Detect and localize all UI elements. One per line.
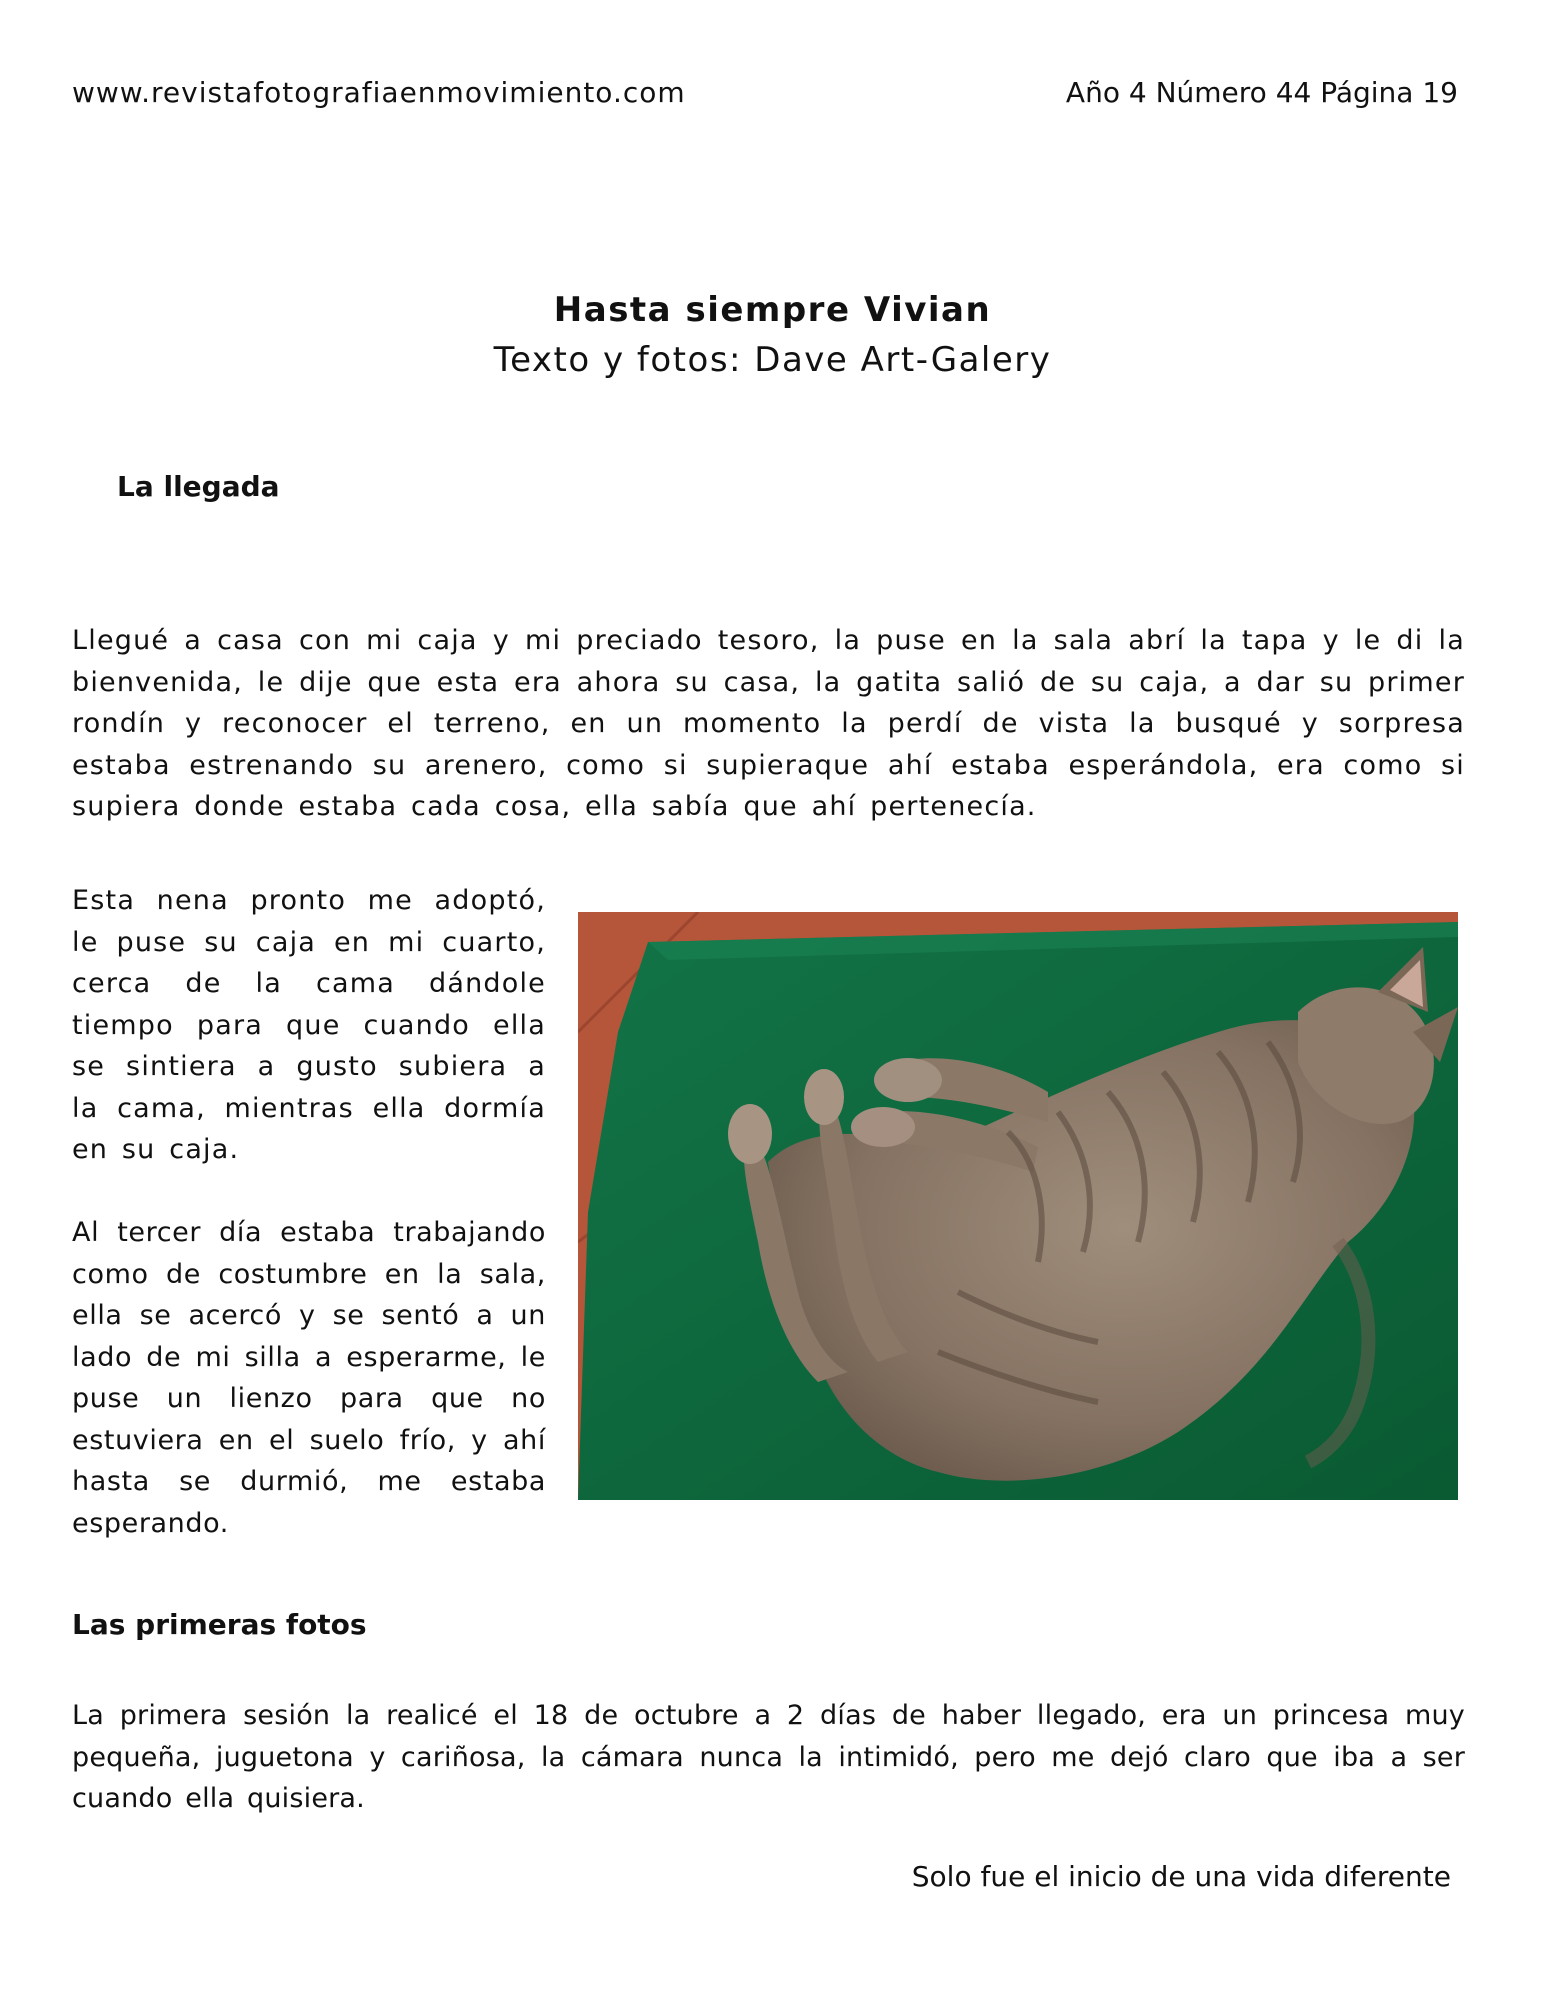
paragraph-adoption: Esta nena pronto me adoptó, le puse su caja en mi cuarto, cerca de la cama dándole tiempo para que cuando ella se sintiera a gusto subiera a la cama, mientras ella dormía en su caja.: [72, 885, 546, 1165]
closing-line: Solo fue el inicio de una vida diferente: [911, 1860, 1451, 1893]
issue-page-info: Año 4 Número 44 Página 19: [1065, 76, 1458, 109]
cat-photo: [578, 912, 1458, 1500]
article-title: Hasta siempre Vivian: [553, 290, 992, 330]
paragraph-first-session: La primera sesión la realicé el 18 de octubre a 2 días de haber llegado, era un princesa muy pequeña, juguetona y cariñosa, la cámara nunca la intimidó, pero me dejó claro que iba a ser cuando ella quisiera.: [72, 1700, 1465, 1814]
article-byline: Texto y fotos: Dave Art-Galery: [493, 340, 1052, 380]
website-url: www.revistafotografiaenmovimiento.com: [72, 76, 686, 109]
section-heading-arrival: La llegada: [117, 470, 280, 503]
paragraph-third-day: Al tercer día estaba trabajando como de costumbre en la sala, ella se acercó y se sentó a un lado de mi silla a esperarme, le puse un lienzo para que no estuviera en el suelo frío, y ahí hasta se durmió, me estaba esperando.: [72, 1217, 546, 1539]
section-heading-first-photos: Las primeras fotos: [72, 1608, 367, 1641]
paragraph-arrival: Llegué a casa con mi caja y mi preciado tesoro, la puse en la sala abrí la tapa y le di la bienvenida, le dije que esta era ahora su casa, la gatita salió de su caja, a dar su primer rondín y reconocer el terreno, en un momento la perdí de vista la busqué y sorpresa estaba estrenando su arenero, como si supieraque ahí estaba esperándola, era como si supiera donde estaba cada cosa, ella sabía que ahí pertenecía.: [72, 625, 1465, 822]
